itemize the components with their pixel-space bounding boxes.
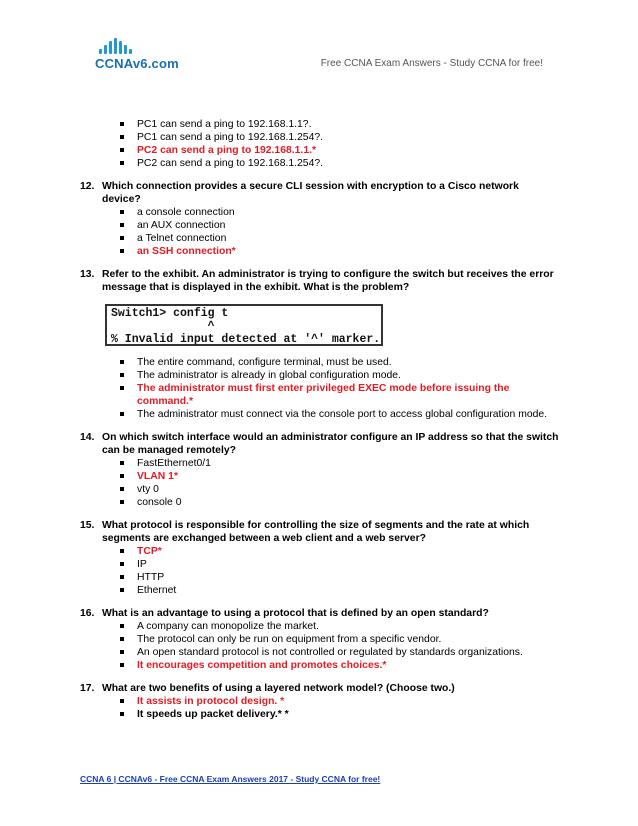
- question-block: [80, 180, 560, 258]
- answer-option: The protocol can only be run on equipment from a specific vendor.: [120, 633, 560, 646]
- question-number: 14.: [80, 432, 95, 443]
- question-stem: Which connection provides a secure CLI session with encryption to a Cisco network device?: [102, 181, 519, 205]
- answer-option: PC2 can send a ping to 192.168.1.254?.: [120, 157, 560, 170]
- answer-options: [80, 695, 560, 721]
- header-tagline: Free CCNA Exam Answers - Study CCNA for free!: [320, 58, 543, 69]
- question-stem: What are two benefits of using a layered network model? (Choose two.): [102, 683, 455, 694]
- question-text: [80, 682, 560, 695]
- logo-text: CCNAv6.com: [95, 56, 179, 71]
- question-text: [80, 519, 560, 545]
- previous-question-options: [80, 118, 560, 170]
- correct-answer-option: It assists in protocol design. *: [120, 695, 560, 708]
- answer-option: an AUX connection: [120, 219, 560, 232]
- answer-option: The administrator must connect via the console port to access global configuration mode.: [120, 408, 560, 421]
- correct-answer-option: an SSH connection*: [120, 245, 560, 258]
- answer-option: PC1 can send a ping to 192.168.1.254?.: [120, 131, 560, 144]
- footer-link[interactable]: CCNA 6 | CCNAv6 - Free CCNA Exam Answers 2017 - Study CCNA for free!: [80, 774, 381, 784]
- question-stem: On which switch interface would an administrator configure an IP address so that the switch can be managed remotely?: [102, 432, 559, 456]
- question-list: [80, 180, 560, 721]
- correct-answer-option: TCP*: [120, 545, 560, 558]
- answer-options: [80, 620, 560, 672]
- answer-option: HTTP: [120, 571, 560, 584]
- answer-options: [80, 545, 560, 597]
- document-content: [80, 118, 560, 721]
- answer-options: [80, 206, 560, 258]
- answer-options: [80, 457, 560, 509]
- correct-answer-option: PC2 can send a ping to 192.168.1.1.*: [120, 144, 560, 157]
- question-text: [80, 268, 560, 294]
- question-number: 12.: [80, 181, 95, 192]
- answer-option: An open standard protocol is not controlled or regulated by standards organizations.: [120, 646, 560, 659]
- answer-option: Ethernet: [120, 584, 560, 597]
- question-stem: Refer to the exhibit. An administrator is trying to configure the switch but receives the error message that is displayed in the exhibit. What is the problem?: [102, 269, 554, 293]
- correct-answer-option: The administrator must first enter privileged EXEC mode before issuing the command.*: [120, 382, 560, 408]
- exhibit-terminal-image: [105, 304, 383, 346]
- answer-option: The entire command, configure terminal, must be used.: [120, 356, 560, 369]
- question-number: 13.: [80, 269, 95, 280]
- question-block: [80, 682, 560, 721]
- answer-option: console 0: [120, 496, 560, 509]
- question-block: [80, 431, 560, 509]
- answer-option: PC1 can send a ping to 192.168.1.1?.: [120, 118, 560, 131]
- answer-option: a Telnet connection: [120, 232, 560, 245]
- page-header: [0, 0, 638, 90]
- exhibit-line: % Invalid input detected at '^' marker.: [111, 333, 381, 346]
- question-text: [80, 431, 560, 457]
- exhibit-line: ^: [111, 320, 215, 333]
- correct-answer-option: VLAN 1*: [120, 470, 560, 483]
- question-block: [80, 519, 560, 597]
- answer-option: vty 0: [120, 483, 560, 496]
- question-block: [80, 268, 560, 421]
- question-number: 16.: [80, 608, 95, 619]
- correct-answer-option: It encourages competition and promotes choices.*: [120, 659, 560, 672]
- answer-option: It speeds up packet delivery.* *: [120, 708, 560, 721]
- answer-option: FastEthernet0/1: [120, 457, 560, 470]
- answer-options: [80, 356, 560, 421]
- answer-option: The administrator is already in global configuration mode.: [120, 369, 560, 382]
- ccnav6-logo[interactable]: [95, 38, 179, 71]
- answer-option: A company can monopolize the market.: [120, 620, 560, 633]
- exhibit-line: Switch1> config t: [111, 307, 229, 320]
- question-stem: What protocol is responsible for controlling the size of segments and the rate at which segments are exchanged between a web client and a web server?: [102, 520, 530, 544]
- answer-option: a console connection: [120, 206, 560, 219]
- signal-bars-icon: [99, 38, 179, 54]
- answer-option: IP: [120, 558, 560, 571]
- question-text: [80, 607, 560, 620]
- question-number: 15.: [80, 520, 95, 531]
- question-text: [80, 180, 560, 206]
- question-stem: What is an advantage to using a protocol that is defined by an open standard?: [102, 608, 489, 619]
- question-number: 17.: [80, 683, 95, 694]
- question-block: [80, 607, 560, 672]
